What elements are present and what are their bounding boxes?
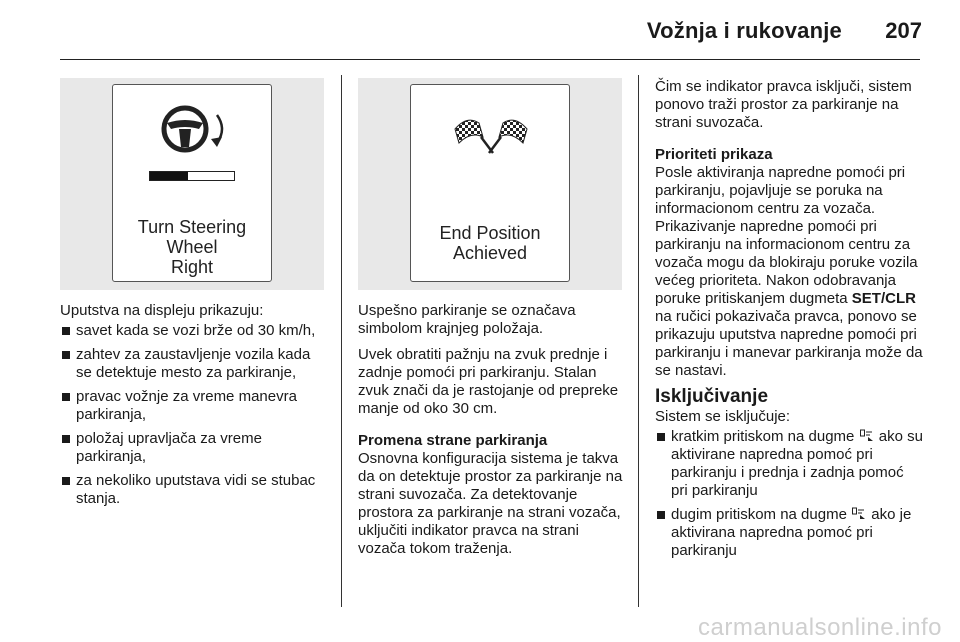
intro-text: Uputstva na displeju prikazuju: <box>60 302 264 319</box>
parking-assist-button-icon <box>860 429 874 442</box>
display-message: End Position Achieved <box>439 223 541 263</box>
set-clr-label: SET/CLR <box>851 290 916 307</box>
paragraph: Uspešno parkiranje se označava simbolom krajnjeg položaja. <box>358 302 576 337</box>
intro-text: Sistem se isključuje: <box>655 408 791 425</box>
list-item: pravac vožnje za vreme manevra parkiranja, <box>60 388 330 424</box>
chapter-title: Vožnja i rukovanje <box>646 18 842 43</box>
subheading: Prioriteti prikaza <box>655 146 773 163</box>
section-heading: Isključivanje <box>655 386 769 407</box>
list-item: dugim pritiskom na dugme ako je aktivirana napredna pomoć pri parkiranju <box>655 506 923 560</box>
figure-turn-steering <box>60 78 324 290</box>
list-item: savet kada se vozi brže od 30 km/h, <box>60 322 330 340</box>
column-1 <box>60 302 330 514</box>
list-item: položaj upravljača za vreme parkiranja, <box>60 430 330 466</box>
display-info-list <box>60 322 330 508</box>
column-divider-right <box>638 75 639 607</box>
paragraph: Uvek obratiti pažnju na zvuk prednje i zadnje pomoći pri parkiranju. Stalan zvuk znači da je rastojanje od prepreke manje od oko 30 cm. <box>358 346 619 417</box>
bullet-icon <box>62 435 70 443</box>
bullet-icon <box>657 511 665 519</box>
page-header <box>0 0 960 60</box>
bullet-icon <box>62 393 70 401</box>
list-item: za nekoliko uputstava vidi se stubac stanja. <box>60 472 330 508</box>
paragraph: Posle aktiviranja napredne pomoći pri parkiranju, pojavljuje se poruka na informacionom centru za vozača. Prikazivanje napredne pomoći pri parkiranju na informacionom centru za vozača mogu da blokiraju poruke vozila većeg prioriteta. Nakon odobravanja poruke pritiskanjem dugmeta SET/CLR na ručici pokazivača pravca, ponovo se prikazuju uputstva napredne pomoći pri parkiranju i manevar parkiranja može da se nastavi. <box>655 164 923 379</box>
list-item: zahtev za zaustavljenje vozila kada se detektuje mesto za parkiranje, <box>60 346 330 382</box>
paragraph: Čim se indikator pravca isključi, sistem ponovo traži prostor za parkiranje na strani suvozača. <box>655 78 912 131</box>
paragraph: Osnovna konfiguracija sistema je takva da on detektuje prostor za parkiranje na strani suvozača. Za detektovanje prostora za parkiranje na strani vozača, uključiti indikator pravca na strani vozača tokom traženja. <box>358 450 623 557</box>
header-divider <box>60 59 920 60</box>
display-panel <box>410 84 570 282</box>
bullet-icon <box>657 433 665 441</box>
steering-wheel-icon <box>113 93 273 163</box>
column-divider-left <box>341 75 342 607</box>
bullet-icon <box>62 351 70 359</box>
column-2 <box>358 302 628 566</box>
off-conditions-list <box>655 428 923 560</box>
display-panel <box>112 84 272 282</box>
column-3 <box>655 78 923 566</box>
figure-end-position <box>358 78 622 290</box>
bullet-icon <box>62 327 70 335</box>
page-number: 207 <box>885 18 922 43</box>
status-bar <box>149 171 235 181</box>
parking-assist-button-icon <box>852 507 866 520</box>
watermark: carmanualsonline.info <box>698 614 942 641</box>
status-bar-fill <box>150 172 188 180</box>
list-item: kratkim pritiskom na dugme ako su aktivirane napredna pomoć pri parkiranju i prednja i zadnja pomoć pri parkiranju <box>655 428 923 500</box>
subheading: Promena strane parkiranja <box>358 432 548 449</box>
display-message: Turn Steering Wheel Right <box>137 217 247 277</box>
checkered-flags-icon <box>411 101 571 161</box>
bullet-icon <box>62 477 70 485</box>
